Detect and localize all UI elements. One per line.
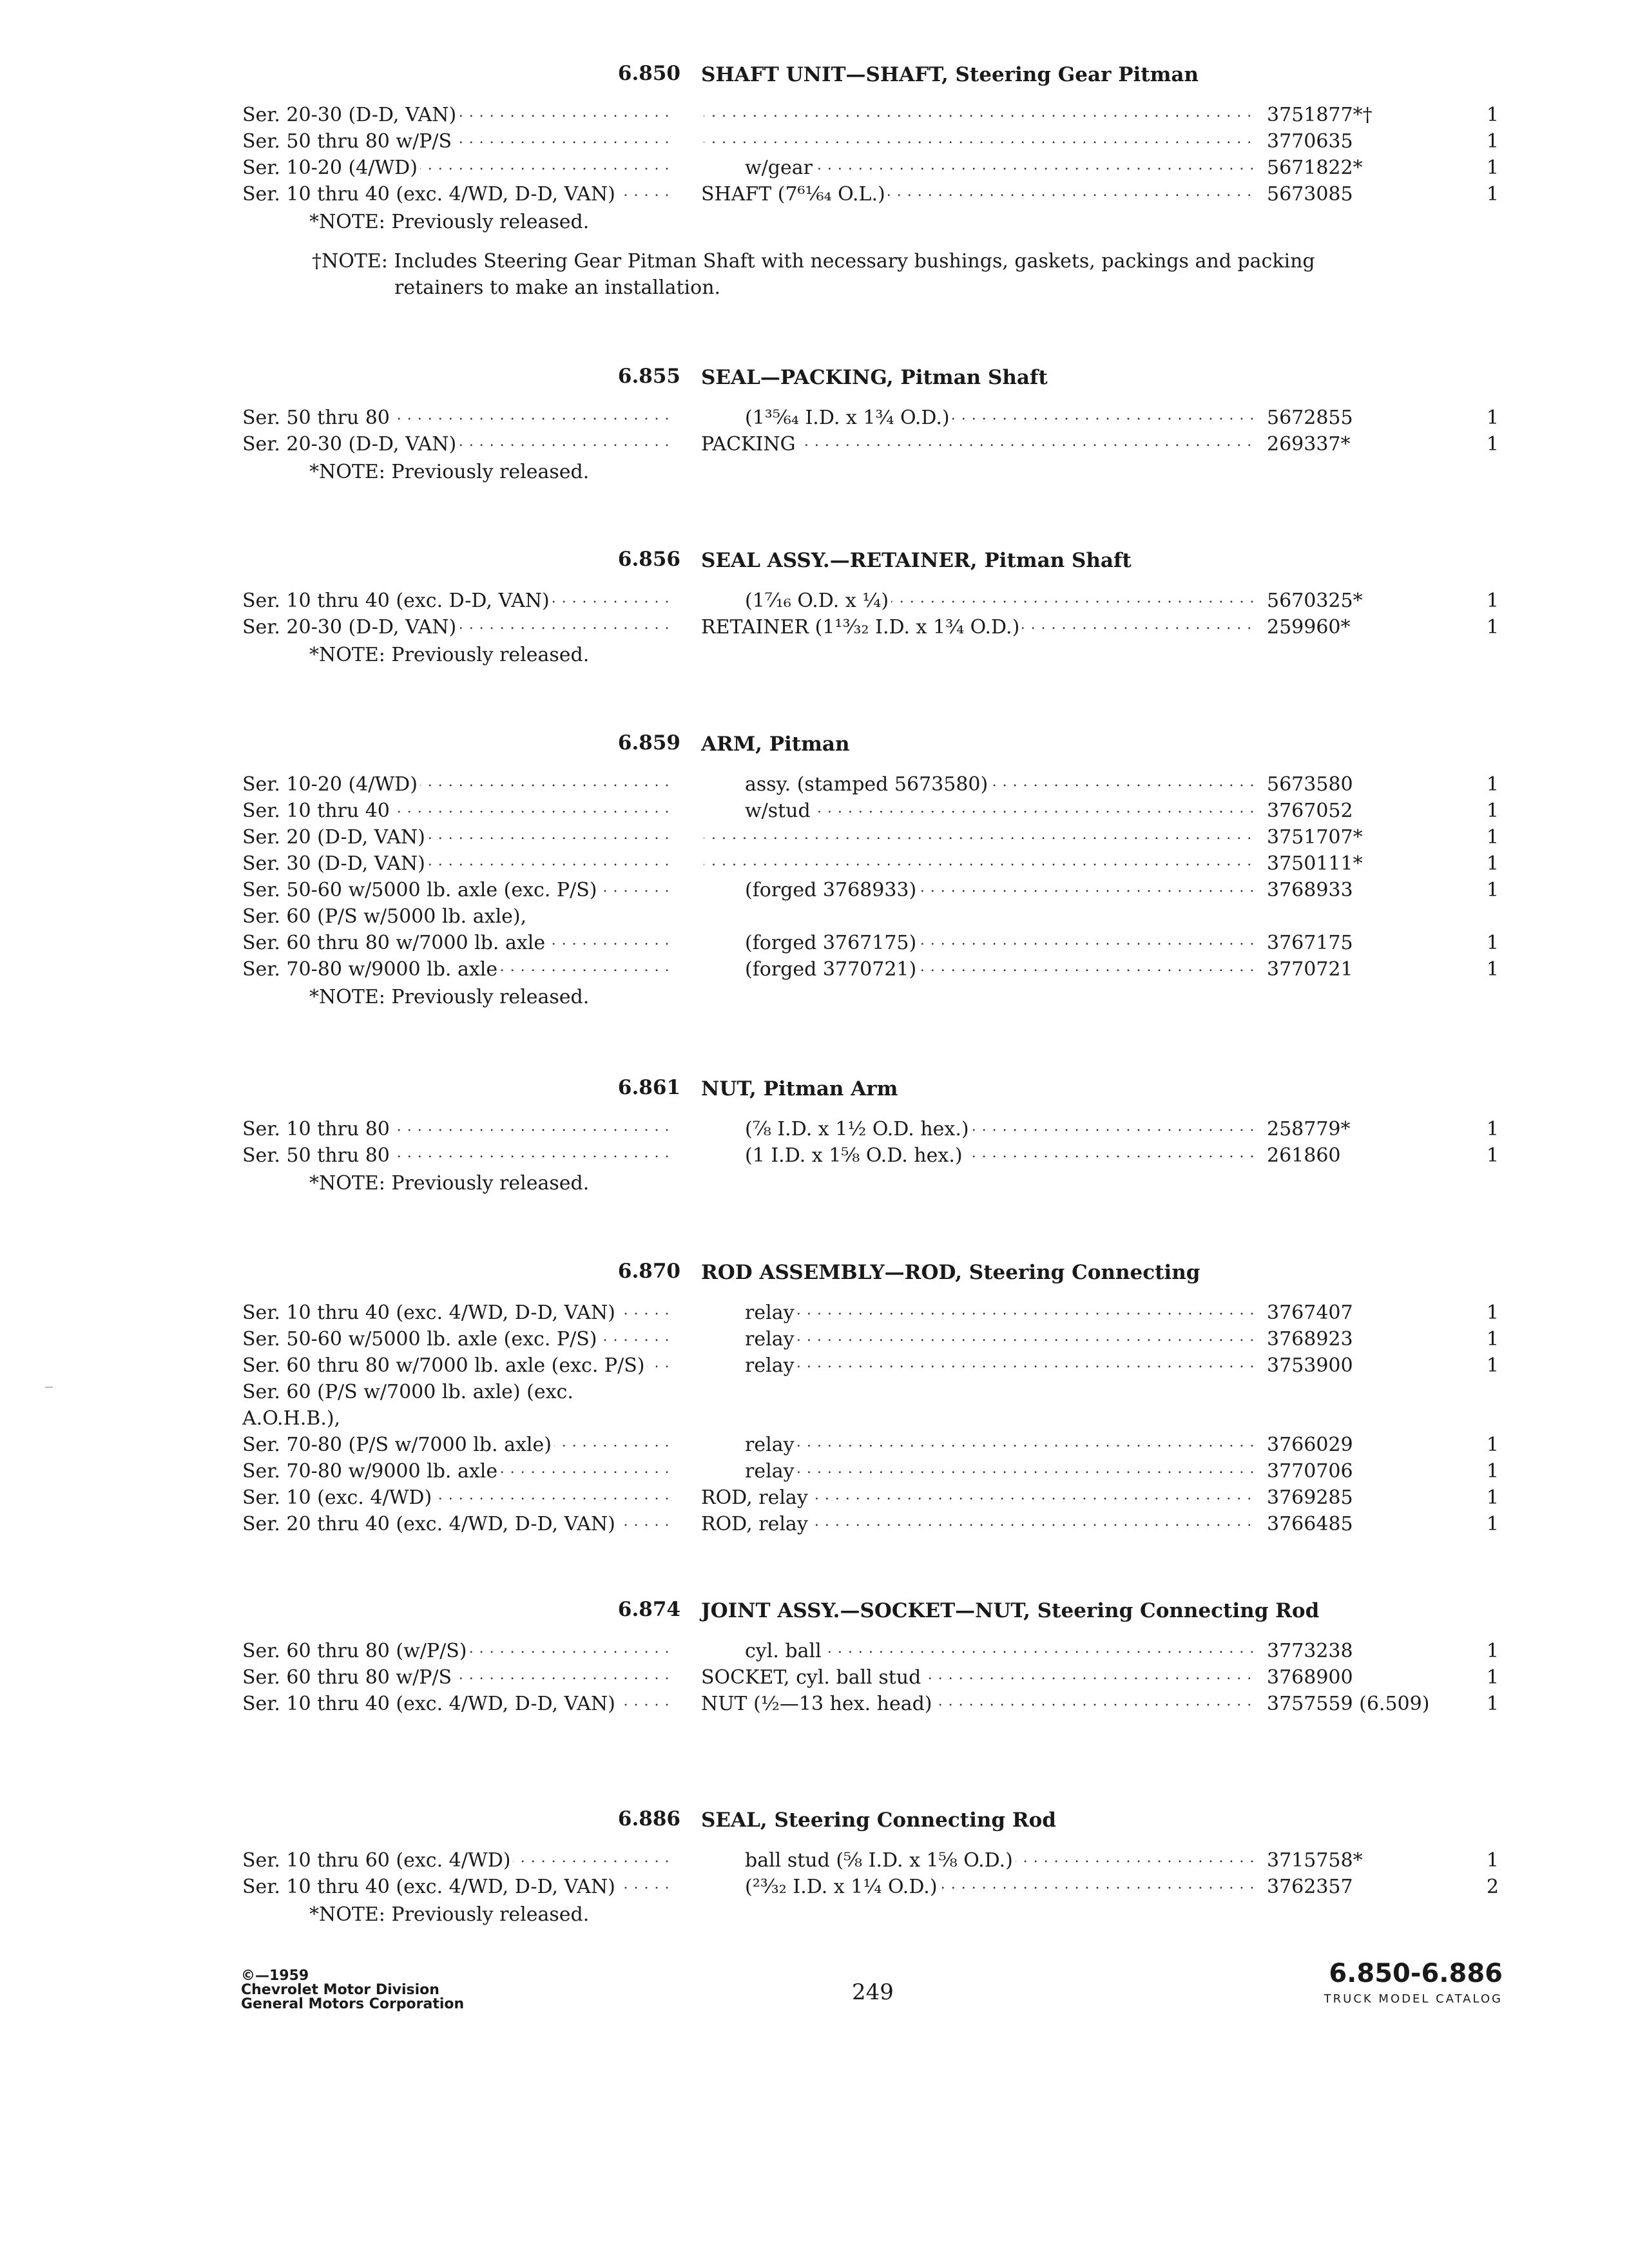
description-cell [701,850,1255,877]
description-cell [701,431,1255,457]
quantity: 1 [1486,590,1499,612]
table-row [0,1352,1629,1379]
part-number: 3770721 [1267,958,1353,981]
part-number: 3770706 [1267,1460,1353,1483]
parts-list [0,102,1629,301]
series-cell [242,1379,674,1432]
description-cell [701,1664,1255,1691]
description-cell [745,1142,1255,1169]
description-text: RETAINER (1¹³⁄₃₂ I.D. x 1¾ O.D.) [701,616,1022,639]
part-number: 5673580 [1267,773,1353,796]
part-number: 3753900 [1267,1354,1353,1377]
description-text: (1³⁵⁄₆₄ I.D. x 1¾ O.D.) [745,407,952,429]
part-number: 3773238 [1267,1640,1353,1662]
description-text: ball stud (⅝ I.D. x 1⅝ O.D.) [745,1849,1016,1872]
table-row [0,1116,1629,1142]
series-cell [242,1874,674,1900]
series-cell [242,956,674,983]
series-text: Ser. 10-20 (4/WD) [242,157,420,179]
section-number: 6.886 [617,1807,680,1831]
section-number: 6.856 [617,548,680,571]
parts-list [0,1116,1629,1196]
series-text: Ser. 50-60 w/5000 lb. axle (exc. P/S) [242,879,599,901]
description-cell [745,1638,1255,1664]
quantity: 1 [1486,1328,1499,1350]
quantity: 1 [1486,1460,1499,1483]
table-row [0,877,1629,903]
series-text: Ser. 10-20 (4/WD) [242,773,420,796]
series-text: Ser. 10 thru 40 (exc. 4/WD, D-D, VAN) [242,1876,618,1898]
description-cell [745,1116,1255,1142]
part-number: 5670325* [1267,590,1363,612]
part-number: 3770635 [1267,130,1353,153]
series-cell [242,128,674,155]
section-header [0,1260,1629,1292]
description-text: ROD, relay [701,1513,811,1535]
table-row [0,181,1629,207]
series-text: Ser. 60 thru 80 w/P/S [242,1666,454,1689]
section-title: ROD ASSEMBLY—ROD, Steering Connecting [701,1261,1200,1284]
quantity: 1 [1486,157,1499,179]
series-cell [242,903,674,930]
table-row [0,1142,1629,1169]
table-row [0,1458,1629,1485]
table-row [0,155,1629,181]
section-number: 6.855 [617,365,680,388]
catalog-name: TRUCK MODEL CATALOG [1324,1992,1503,2006]
table-row [0,431,1629,457]
description-cell [745,1300,1255,1326]
section-number: 6.870 [617,1260,680,1283]
series-cell [242,1847,674,1874]
series-cell [242,1485,674,1511]
quantity: 1 [1486,1640,1499,1662]
series-text: Ser. 50 thru 80 [242,1144,392,1167]
table-row [0,1691,1629,1717]
section-title: NUT, Pitman Arm [701,1077,898,1100]
note-text: *NOTE: Previously released. [309,1903,590,1926]
series-text: Ser. 60 thru 80 w/7000 lb. axle [242,932,548,954]
description-cell [701,1691,1255,1717]
quantity: 1 [1486,1486,1499,1509]
quantity: 1 [1486,183,1499,206]
note-text: *NOTE: Previously released. [309,461,590,483]
section-header [0,365,1629,397]
series-cell [242,930,674,956]
dagger-note-label: †NOTE: [312,250,388,273]
description-cell [745,1458,1255,1485]
description-cell [745,771,1255,798]
page-number: 249 [852,1979,894,2005]
table-row [0,1379,1629,1432]
note-text: *NOTE: Previously released. [309,644,590,666]
description-text: cyl. ball [745,1640,824,1662]
part-number: 5672855 [1267,407,1353,429]
parts-list [0,1638,1629,1717]
section-header [0,548,1629,580]
quantity: 1 [1486,616,1499,639]
description-text: NUT (½—13 hex. head) [701,1693,935,1715]
note-text: *NOTE: Previously released. [309,1172,590,1195]
description-text: PACKING [701,433,798,456]
quantity: 1 [1486,1666,1499,1689]
series-cell [242,614,674,640]
series-cell [242,1511,674,1537]
series-text: Ser. 60 (P/S w/7000 lb. axle) (exc. A.O.H.B.), [242,1381,574,1430]
quantity: 1 [1486,826,1499,849]
quantity: 1 [1486,1144,1499,1167]
description-cell [745,1432,1255,1458]
table-row [0,956,1629,983]
series-text: Ser. 50-60 w/5000 lb. axle (exc. P/S) [242,1328,599,1350]
description-text: relay [745,1354,797,1377]
description-text: relay [745,1434,797,1456]
section-title: SEAL ASSY.—RETAINER, Pitman Shaft [701,549,1132,572]
table-row [0,1511,1629,1537]
series-cell [242,1664,674,1691]
description-text: relay [745,1302,797,1324]
description-cell [745,405,1255,431]
part-number: 3715758* [1267,1849,1363,1872]
series-cell [242,877,674,903]
description-cell [745,155,1255,181]
description-text: (forged 3767175) [745,932,919,954]
parts-list [0,1300,1629,1537]
description-text [701,852,704,875]
part-number: 3769285 [1267,1486,1353,1509]
description-text: (⅞ I.D. x 1½ O.D. hex.) [745,1118,972,1140]
series-cell [242,431,674,457]
series-cell [242,850,674,877]
part-number: 3766485 [1267,1513,1353,1535]
quantity: 1 [1486,852,1499,875]
description-text: ROD, relay [701,1486,811,1509]
table-row [0,1485,1629,1511]
series-text: Ser. 10 thru 60 (exc. 4/WD) [242,1849,513,1872]
description-text: assy. (stamped 5673580) [745,773,990,796]
description-cell [745,877,1255,903]
description-cell [745,588,1255,614]
table-row [0,1638,1629,1664]
division: Chevrolet Motor Division [241,1982,439,1998]
section-number: 6.874 [617,1598,680,1621]
part-number: 3768923 [1267,1328,1353,1350]
series-cell [242,1142,674,1169]
series-cell [242,155,674,181]
description-text [701,104,704,126]
series-text: Ser. 10 thru 40 [242,800,392,822]
quantity: 1 [1486,932,1499,954]
series-text: Ser. 10 thru 80 [242,1118,392,1140]
description-text: SHAFT (7⁶¹⁄₆₄ O.L.) [701,183,888,206]
table-row [0,128,1629,155]
corporation: General Motors Corporation [241,1996,465,2012]
series-text: Ser. 10 thru 40 (exc. 4/WD, D-D, VAN) [242,1302,618,1324]
copyright: ©—1959 [241,1968,309,1984]
table-row [0,1847,1629,1874]
description-text: relay [745,1328,797,1350]
series-cell [242,102,674,128]
part-number: 3767175 [1267,932,1353,954]
description-cell [701,1511,1255,1537]
part-number: 5671822* [1267,157,1363,179]
table-row [0,798,1629,824]
table-row [0,102,1629,128]
series-text: Ser. 10 thru 40 (exc. 4/WD, D-D, VAN) [242,1693,618,1715]
part-number: 3766029 [1267,1434,1353,1456]
section-number: 6.859 [617,731,680,754]
quantity: 1 [1486,958,1499,981]
description-text: w/gear [745,157,815,179]
quantity: 1 [1486,800,1499,822]
series-text: Ser. 10 thru 40 (exc. 4/WD, D-D, VAN) [242,183,618,206]
series-text: Ser. 20-30 (D-D, VAN) [242,433,459,456]
table-row [0,588,1629,614]
series-text: Ser. 60 (P/S w/5000 lb. axle), [242,905,529,928]
description-cell [745,930,1255,956]
series-cell [242,1352,674,1379]
quantity: 1 [1486,1513,1499,1535]
parts-list [0,1847,1629,1928]
section-header [0,1598,1629,1630]
table-row [0,405,1629,431]
series-cell [242,1638,674,1664]
series-cell [242,1691,674,1717]
series-cell [242,1432,674,1458]
section-number: 6.850 [617,62,680,85]
table-row [0,903,1629,930]
description-text: relay [745,1460,797,1483]
dagger-note-text: Includes Steering Gear Pitman Shaft with necessary bushings, gaskets, packings and packing retainers to make an installation. [394,250,1315,299]
description-cell [745,1874,1255,1900]
description-text: (forged 3770721) [745,958,919,981]
description-text: (1 I.D. x 1⅝ O.D. hex.) [745,1144,965,1167]
quantity: 1 [1486,879,1499,901]
quantity: 1 [1486,1693,1499,1715]
quantity: 1 [1486,407,1499,429]
part-number: 3751707* [1267,826,1363,849]
section-header [0,731,1629,764]
section-header [0,62,1629,94]
description-cell [745,1352,1255,1379]
section-header [0,1807,1629,1840]
description-cell [745,956,1255,983]
part-number: 3757559 (6.509) [1267,1693,1430,1715]
description-text: w/stud [745,800,813,822]
table-row [0,1326,1629,1352]
description-text [701,130,704,153]
page-range: 6.850-6.886 [1329,1959,1503,1988]
series-cell [242,1458,674,1485]
dagger-note [312,248,1335,301]
scan-mark [45,1387,53,1388]
quantity: 1 [1486,433,1499,456]
parts-list [0,405,1629,485]
description-text: (1⁷⁄₁₆ O.D. x ¼) [745,590,891,612]
part-number: 3768933 [1267,879,1353,901]
description-text: (forged 3768933) [745,879,919,901]
section-title: SEAL—PACKING, Pitman Shaft [701,366,1048,389]
series-cell [242,405,674,431]
part-number: 259960* [1267,616,1351,639]
series-text: Ser. 60 thru 80 w/7000 lb. axle (exc. P/S) [242,1354,647,1377]
series-text: Ser. 20 thru 40 (exc. 4/WD, D-D, VAN) [242,1513,618,1535]
part-number: 269337* [1267,433,1351,456]
series-text: Ser. 70-80 w/9000 lb. axle [242,958,500,981]
quantity: 1 [1486,1354,1499,1377]
description-cell [745,798,1255,824]
series-text: Ser. 60 thru 80 (w/P/S) [242,1640,469,1662]
description-cell [701,824,1255,850]
series-cell [242,824,674,850]
note-text: *NOTE: Previously released. [309,211,590,233]
series-text: Ser. 20 (D-D, VAN) [242,826,428,849]
part-number: 3750111* [1267,852,1363,875]
quantity: 1 [1486,1434,1499,1456]
part-number: 261860 [1267,1144,1341,1167]
description-cell [745,1847,1255,1874]
series-text: Ser. 70-80 w/9000 lb. axle [242,1460,500,1483]
series-text: Ser. 10 (exc. 4/WD) [242,1486,434,1509]
table-row [0,771,1629,798]
table-row [0,1300,1629,1326]
description-text: (²³⁄₃₂ I.D. x 1¼ O.D.) [745,1876,940,1898]
table-row [0,1874,1629,1900]
part-number: 3767407 [1267,1302,1353,1324]
series-text: Ser. 20-30 (D-D, VAN) [242,616,459,639]
part-number: 5673085 [1267,183,1353,206]
table-row [0,930,1629,956]
table-row [0,824,1629,850]
quantity: 1 [1486,130,1499,153]
description-cell [701,102,1255,128]
table-row [0,850,1629,877]
section-title: JOINT ASSY.—SOCKET—NUT, Steering Connecting Rod [701,1599,1320,1622]
series-text: Ser. 10 thru 40 (exc. D-D, VAN) [242,590,552,612]
series-cell [242,1300,674,1326]
note-text: *NOTE: Previously released. [309,986,590,1008]
description-cell [701,614,1255,640]
series-text: Ser. 50 thru 80 w/P/S [242,130,454,153]
part-number: 3762357 [1267,1876,1353,1898]
series-text: Ser. 70-80 (P/S w/7000 lb. axle) [242,1434,554,1456]
part-number: 3768900 [1267,1666,1353,1689]
quantity: 1 [1486,1849,1499,1872]
series-cell [242,798,674,824]
section-title: ARM, Pitman [701,733,850,756]
series-cell [242,1326,674,1352]
series-text: Ser. 30 (D-D, VAN) [242,852,428,875]
parts-list [0,588,1629,668]
section-title: SEAL, Steering Connecting Rod [701,1809,1056,1832]
series-cell [242,588,674,614]
footer-credit [241,1969,464,2012]
table-row [0,1432,1629,1458]
description-text [701,826,704,849]
section-header [0,1076,1629,1108]
series-text: Ser. 20-30 (D-D, VAN) [242,104,459,126]
series-cell [242,181,674,207]
section-number: 6.861 [617,1076,680,1099]
description-cell [701,128,1255,155]
quantity: 1 [1486,104,1499,126]
table-row [0,614,1629,640]
description-cell [701,1485,1255,1511]
description-text: SOCKET, cyl. ball stud [701,1666,923,1689]
quantity: 1 [1486,1302,1499,1324]
series-cell [242,1116,674,1142]
part-number: 3767052 [1267,800,1353,822]
quantity: 1 [1486,773,1499,796]
part-number: 258779* [1267,1118,1351,1140]
series-text: Ser. 50 thru 80 [242,407,392,429]
section-title: SHAFT UNIT—SHAFT, Steering Gear Pitman [701,63,1199,86]
series-cell [242,771,674,798]
description-cell [701,181,1255,207]
table-row [0,1664,1629,1691]
quantity: 1 [1486,1118,1499,1140]
description-cell [745,1326,1255,1352]
quantity: 2 [1486,1876,1499,1898]
part-number: 3751877*† [1267,104,1373,126]
parts-list [0,771,1629,1010]
